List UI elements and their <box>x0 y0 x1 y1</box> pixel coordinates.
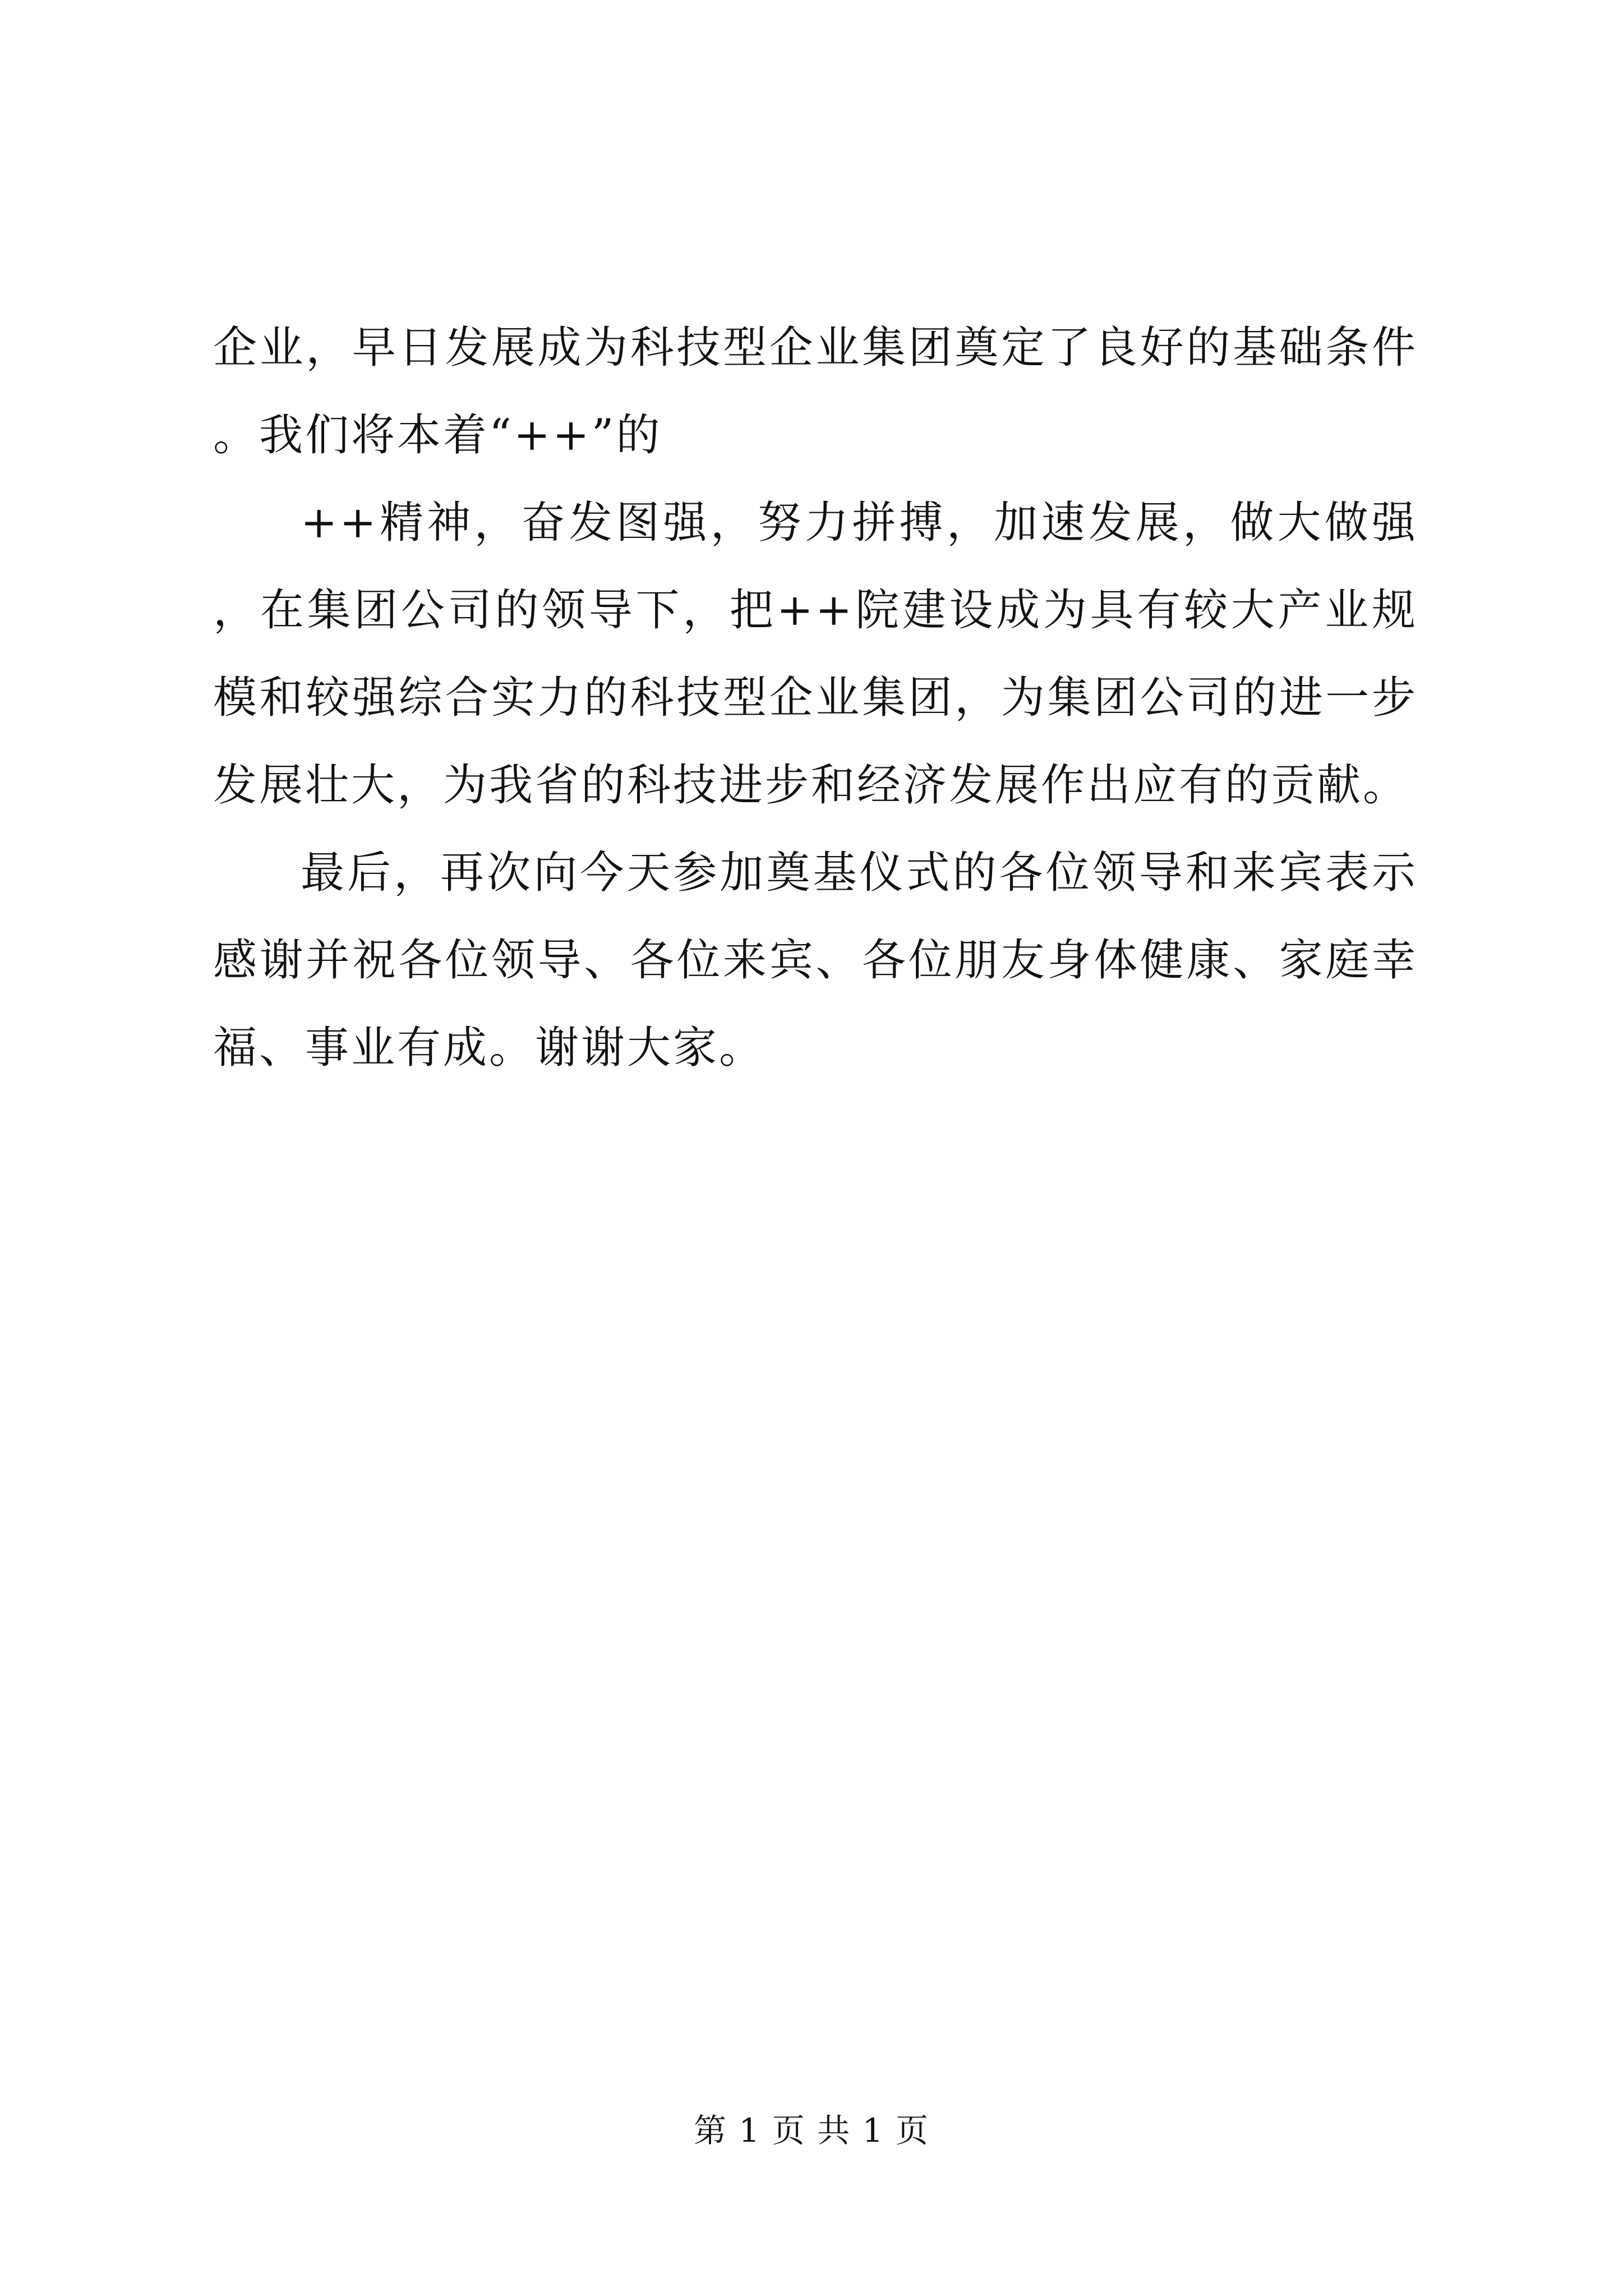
paragraph-1: 企业，早日发展成为科技型企业集团奠定了良好的基础条件。我们将本着“++”的 <box>213 323 1418 461</box>
paragraph-2: ++精神，奋发图强，努力拼搏，加速发展，做大做强，在集团公司的领导下，把++院建设成为具有较大产业规模和较强综合实力的科技型企业集团，为集团公司的进一步发展壮大，为我省的科技进步和经济发展作出应有的贡献。 <box>213 498 1418 811</box>
paragraph-3: 最后，再次向今天参加奠基仪式的各位领导和来宾表示感谢并祝各位领导、各位来宾、各位朋友身体健康、家庭幸福、事业有成。谢谢大家。 <box>213 848 1418 1073</box>
page-footer: 第 1 页 共 1 页 <box>694 2111 929 2150</box>
document-body <box>213 304 1418 1092</box>
